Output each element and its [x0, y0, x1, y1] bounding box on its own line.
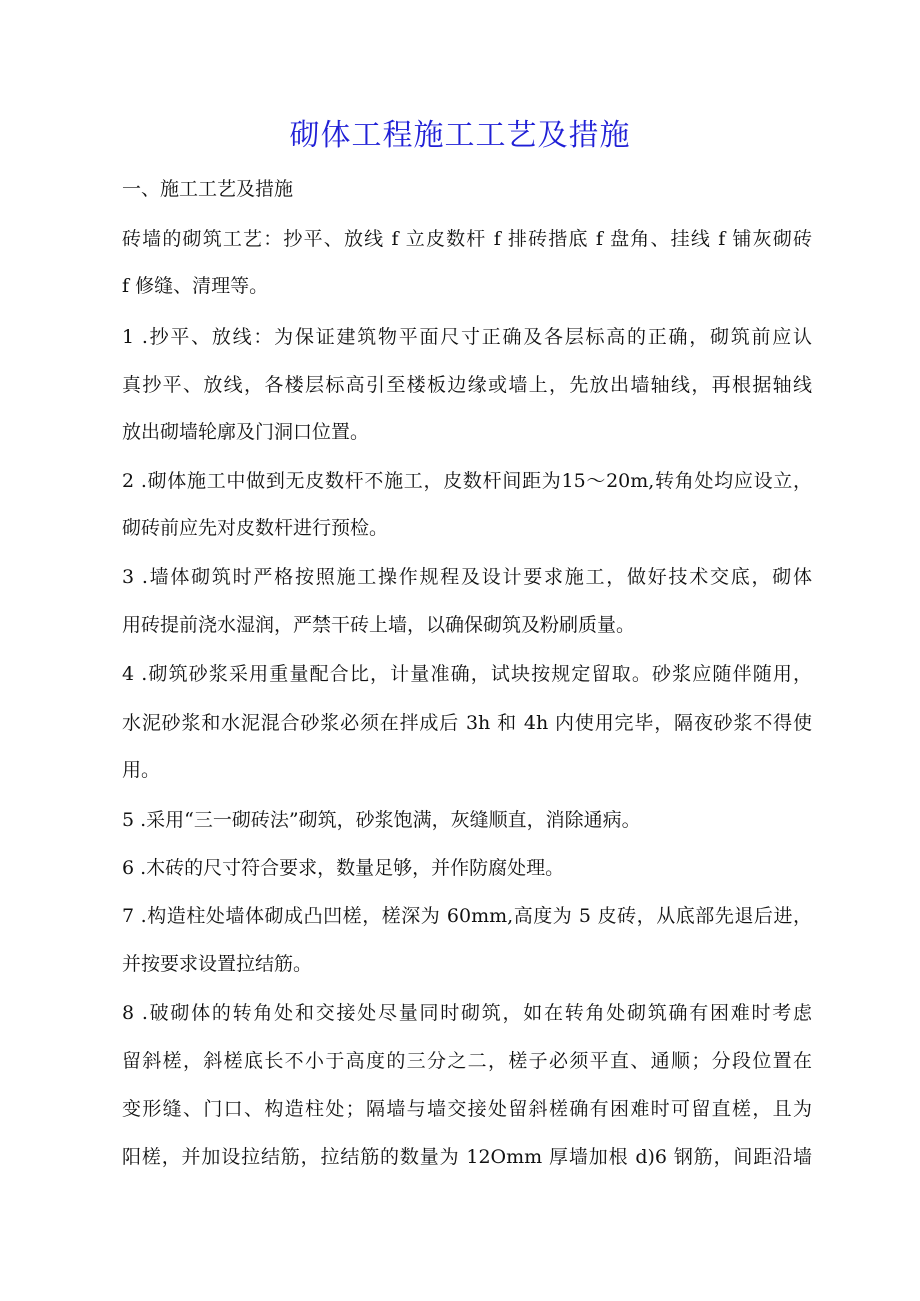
- paragraph-line: 6 .木砖的尺寸符合要求，数量足够，并作防腐处理。: [122, 857, 565, 879]
- paragraph-line: 8 .破砌体的转角处和交接处尽量同时砌筑，如在转角处砌筑确有困难时考虑: [122, 1002, 812, 1024]
- section-heading: 一、施工工艺及措施: [122, 178, 294, 200]
- paragraph-line: 4 .砌筑砂浆采用重量配合比，计量准确，试块按规定留取。砂浆应随伴随用，: [122, 663, 812, 685]
- paragraph-line: 用。: [122, 759, 161, 781]
- paragraph-line: 变形缝、门口、构造柱处；隔墙与墙交接处留斜槎确有困难时可留直槎，且为: [122, 1098, 812, 1120]
- paragraph-line: 3 .墙体砌筑时严格按照施工操作规程及设计要求施工，做好技术交底，砌体: [122, 566, 812, 588]
- paragraph-line: 7 .构造柱处墙体砌成凸凹槎，槎深为 60mm,高度为 5 皮砖，从底部先退后进，: [122, 905, 812, 927]
- document-title: 砌体工程施工工艺及措施: [289, 118, 631, 153]
- paragraph-line: f 修缝、清理等。: [122, 275, 269, 297]
- paragraph-line: 水泥砂浆和水泥混合砂浆必须在拌成后 3h 和 4h 内使用完毕，隔夜砂浆不得使: [122, 712, 812, 734]
- paragraph-line: 用砖提前浇水湿润，严禁干砖上墙，以确保砌筑及粉刷质量。: [122, 614, 636, 636]
- paragraph-line: 留斜槎，斜槎底长不小于高度的三分之二，槎子必须平直、通顺；分段位置在: [122, 1050, 812, 1072]
- paragraph-line: 阳槎，并加设拉结筋，拉结筋的数量为 12Omm 厚墙加根 d)6 钢筋，间距沿墙: [122, 1146, 812, 1168]
- paragraph-line: 1 .抄平、放线：为保证建筑物平面尺寸正确及各层标高的正确，砌筑前应认: [122, 326, 812, 348]
- paragraph-line: 并按要求设置拉结筋。: [122, 953, 313, 975]
- paragraph-line: 2 .砌体施工中做到无皮数杆不施工，皮数杆间距为15～20m,转角处均应设立，: [122, 470, 812, 492]
- paragraph-line: 真抄平、放线，各楼层标高引至楼板边缘或墙上，先放出墙轴线，再根据轴线: [122, 374, 812, 396]
- paragraph-line: 砌砖前应先对皮数杆进行预检。: [122, 517, 389, 539]
- paragraph-line: 5 .采用“三一砌砖法”砌筑，砂浆饱满，灰缝顺直，消除通病。: [122, 809, 641, 831]
- paragraph-line: 放出砌墙轮廓及门洞口位置。: [122, 421, 370, 443]
- paragraph-line: 砖墙的砌筑工艺：抄平、放线 f 立皮数杆 f 排砖揩底 f 盘角、挂线 f 铺灰砌砖: [122, 228, 812, 250]
